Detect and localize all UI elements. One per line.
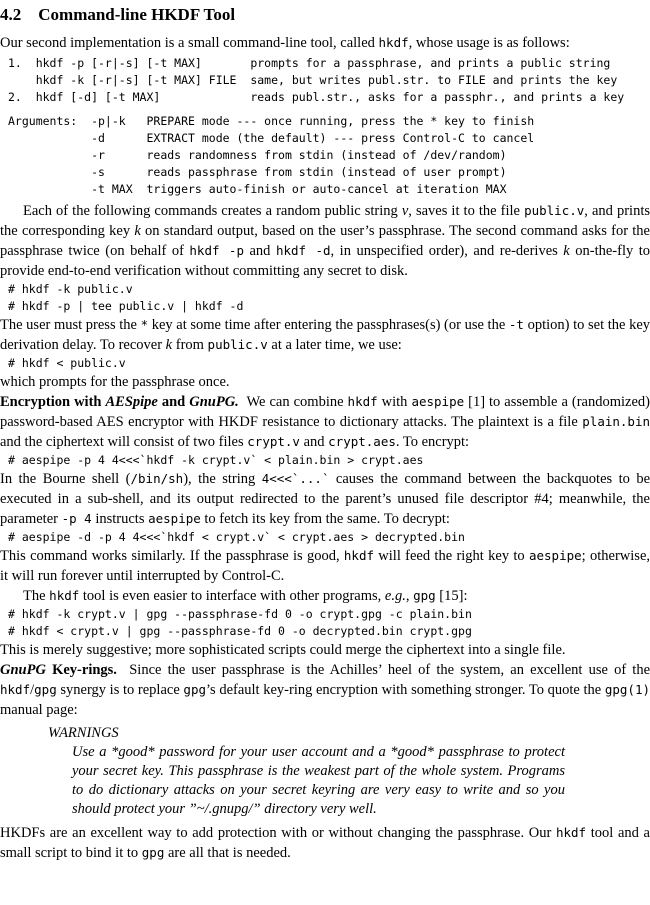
code-line: # aespipe -d -p 4 4<<<`hkdf < crypt.v` < crypt.aes > decrypted.bin bbox=[8, 530, 465, 544]
text-segment-code: /bin/sh bbox=[130, 471, 184, 486]
text-segment-code: * bbox=[140, 317, 149, 332]
text-segment: . To encrypt: bbox=[395, 434, 470, 450]
text-segment: The user must press the bbox=[0, 317, 141, 333]
code-line: # hkdf -k public.v bbox=[8, 282, 133, 296]
text-segment-code: hkdf bbox=[343, 548, 374, 563]
usage-code-block bbox=[0, 55, 650, 106]
code-line: Arguments: -p|-k PREPARE mode --- once running, press the * key to finish bbox=[8, 114, 535, 128]
text-segment-code: gpg bbox=[183, 682, 206, 697]
text-segment-i: v bbox=[401, 203, 409, 219]
text-segment: key at some time after entering the passphrases(s) (or use the bbox=[148, 317, 509, 333]
text-segment-code: hkdf bbox=[347, 394, 378, 409]
text-segment: will feed the right key to bbox=[374, 548, 529, 564]
text-segment-code: plain.bin bbox=[582, 414, 650, 429]
code-line: -r reads randomness from stdin (instead of /dev/random) bbox=[8, 148, 507, 162]
text-segment: on standard output, based on the user’s passphrase. The second command asks for the passphrase twice (on behalf of bbox=[0, 223, 650, 259]
works-similarly-paragraph bbox=[0, 546, 650, 586]
text-segment-bi: GnuPG bbox=[0, 662, 46, 678]
text-segment-code: public.v bbox=[207, 337, 268, 352]
code-line: # aespipe -p 4 4<<<`hkdf -k crypt.v` < plain.bin > crypt.aes bbox=[8, 453, 424, 467]
gpg-code bbox=[0, 606, 650, 640]
keyrings-section-paragraph bbox=[0, 660, 650, 720]
text-segment: , saves it to the file bbox=[408, 203, 525, 219]
text-segment: synergy is to replace bbox=[56, 682, 184, 698]
text-segment-b: Encryption with bbox=[0, 394, 106, 410]
text-segment: This command works similarly. If the passphrase is good, bbox=[0, 548, 344, 564]
text-segment-code: gpg bbox=[413, 588, 436, 603]
code-line: # hkdf -k crypt.v | gpg --passphrase-fd 0 -o crypt.gpg -c plain.bin bbox=[8, 607, 472, 621]
text-segment-code: 4<<<`...` bbox=[261, 471, 330, 486]
code-line: 2. hkdf [-d] [-t MAX] reads publ.str., asks for a passphr., and prints a key bbox=[8, 90, 625, 104]
text-segment-i: e.g. bbox=[384, 588, 406, 604]
text-segment: instructs bbox=[91, 511, 149, 527]
text-segment: Each of the following commands creates a random public string bbox=[23, 203, 402, 219]
aespipe-section-paragraph bbox=[0, 392, 650, 452]
code-line: -d EXTRACT mode (the default) --- press Control-C to cancel bbox=[8, 131, 535, 145]
section-heading bbox=[0, 4, 650, 26]
code-line: # hkdf < crypt.v | gpg --passphrase-fd 0 -o decrypted.bin crypt.gpg bbox=[8, 624, 472, 638]
text-segment: with bbox=[377, 394, 412, 410]
text-segment-i: k bbox=[563, 243, 570, 259]
text-segment: In the Bourne shell ( bbox=[0, 471, 131, 487]
text-segment: Our second implementation is a small command-line tool, called bbox=[0, 35, 379, 51]
text-segment-code: gpg bbox=[34, 682, 57, 697]
text-segment: , and prints the corresponding key bbox=[0, 203, 650, 239]
text-segment: [15]: bbox=[435, 588, 468, 604]
text-segment-bi: GnuPG. bbox=[189, 394, 239, 410]
text-segment-code: aespipe bbox=[411, 394, 465, 409]
encrypt-code bbox=[0, 452, 650, 469]
text-segment: and bbox=[243, 243, 276, 259]
text-segment: We can combine bbox=[238, 394, 348, 410]
text-segment: from bbox=[172, 337, 208, 353]
text-segment-code: hkdf -d bbox=[275, 243, 331, 258]
text-segment: HKDFs are an excellent way to add protection with or without changing the passphrase. Our bbox=[0, 825, 556, 841]
text-segment-b: and bbox=[157, 394, 190, 410]
text-segment: ; otherwise, it will run forever until interrupted by Control-C. bbox=[0, 548, 650, 584]
code-line: hkdf -k [-r|-s] [-t MAX] FILE same, but writes publ.str. to FILE and prints the key bbox=[8, 73, 618, 87]
prompts-once-paragraph bbox=[0, 372, 650, 392]
text-segment: at a later time, we use: bbox=[267, 337, 402, 353]
text-segment-i: k bbox=[165, 337, 173, 353]
text-segment-code: gpg(1) bbox=[604, 682, 650, 697]
text-segment: on-the-fly to provide end-to-end verification without committing any secret to disk. bbox=[0, 243, 650, 279]
code-line: # hkdf -p | tee public.v | hkdf -d bbox=[8, 299, 244, 313]
recover-code bbox=[0, 355, 650, 372]
section-number: 4.2 bbox=[0, 5, 22, 24]
code-line: # hkdf < public.v bbox=[8, 356, 126, 370]
quote-title: WARNINGS bbox=[48, 725, 119, 741]
code-line: 1. hkdf -p [-r|-s] [-t MAX] prompts for a passphrase, and prints a public string bbox=[8, 56, 611, 70]
prepare-extract-code bbox=[0, 281, 650, 315]
text-segment: causes the command between the backquotes to be executed in a sub-shell, and its output redirected to the parent’s unused file descriptor #4; meanwhile, the parameter bbox=[0, 471, 650, 527]
text-segment: which prompts for the passphrase once. bbox=[0, 374, 230, 390]
text-segment: This is merely suggestive; more sophisticated scripts could merge the ciphertext into a single file. bbox=[0, 642, 566, 658]
quote-body: Use a *good* password for your user account and a *good* passphrase to protect your secret key. This passphrase is the weakest part of the whole system. Programs to do dictionary attacks on your secret keyring are very easy to write and so you should protect your ”~/.gnupg/” directory very well. bbox=[72, 744, 565, 817]
warnings-quote bbox=[48, 724, 565, 819]
text-segment: option) to set the key derivation delay. To recover bbox=[0, 317, 650, 353]
text-segment-code: hkdf bbox=[555, 825, 587, 840]
text-segment-code: public.v bbox=[524, 203, 585, 218]
text-segment: manual page: bbox=[0, 702, 78, 718]
section-title: Command-line HKDF Tool bbox=[38, 5, 236, 24]
text-segment-code: crypt.aes bbox=[328, 434, 396, 449]
text-segment-code: hkdf bbox=[378, 35, 409, 50]
text-segment: to fetch its key from the same. To decrypt: bbox=[200, 511, 450, 527]
text-segment-code: -t bbox=[508, 317, 524, 332]
text-segment: [1] to assemble a (randomized) password-based AES encryptor with HKDF resistance to dictionary attacks. The plaintext is a file bbox=[0, 394, 650, 430]
text-segment: , in unspecified order), and re-derives bbox=[330, 243, 564, 259]
bourne-shell-paragraph bbox=[0, 469, 650, 529]
text-segment-code: aespipe bbox=[148, 511, 201, 526]
text-segment-code: crypt.v bbox=[247, 434, 300, 449]
decrypt-code bbox=[0, 529, 650, 546]
text-segment: , whose usage is as follows: bbox=[408, 35, 570, 51]
text-segment-bi: AESpipe bbox=[105, 394, 158, 410]
text-segment-code: hkdf -p bbox=[189, 243, 244, 258]
merely-suggestive-paragraph bbox=[0, 640, 650, 660]
commands-paragraph bbox=[0, 201, 650, 281]
closing-paragraph bbox=[0, 823, 650, 863]
text-segment: and bbox=[299, 434, 329, 450]
text-segment-b: Key-rings. bbox=[45, 662, 117, 678]
text-segment: Since the user passphrase is the Achilles’ heel of the system, an excellent use of the bbox=[116, 662, 650, 678]
text-segment-code: hkdf bbox=[49, 588, 80, 603]
code-line: -t MAX triggers auto-finish or auto-cancel at iteration MAX bbox=[8, 182, 507, 196]
text-segment: ), the string bbox=[183, 471, 262, 487]
text-segment: , bbox=[405, 588, 414, 604]
intro-paragraph bbox=[0, 33, 650, 53]
text-segment-code: hkdf bbox=[0, 682, 31, 697]
text-segment: and the ciphertext will consist of two files bbox=[0, 434, 248, 450]
text-segment-code: gpg bbox=[141, 845, 165, 860]
text-segment: / bbox=[30, 682, 35, 698]
gpg-interface-paragraph bbox=[0, 586, 650, 606]
text-segment: ’s default key-ring encryption with something stronger. To quote the bbox=[206, 682, 605, 698]
code-line: -s reads passphrase from stdin (instead of user prompt) bbox=[8, 165, 507, 179]
star-key-paragraph bbox=[0, 315, 650, 355]
text-segment-i: k bbox=[134, 223, 141, 239]
text-segment-code: aespipe bbox=[528, 548, 582, 563]
text-segment: tool and a small script to bind it to bbox=[0, 825, 650, 861]
arguments-code-block bbox=[0, 113, 650, 198]
text-segment: tool is even easier to interface with other programs, bbox=[79, 588, 385, 604]
text-segment: The bbox=[23, 588, 50, 604]
text-segment-code: -p 4 bbox=[61, 511, 92, 526]
text-segment: are all that is needed. bbox=[164, 845, 291, 861]
